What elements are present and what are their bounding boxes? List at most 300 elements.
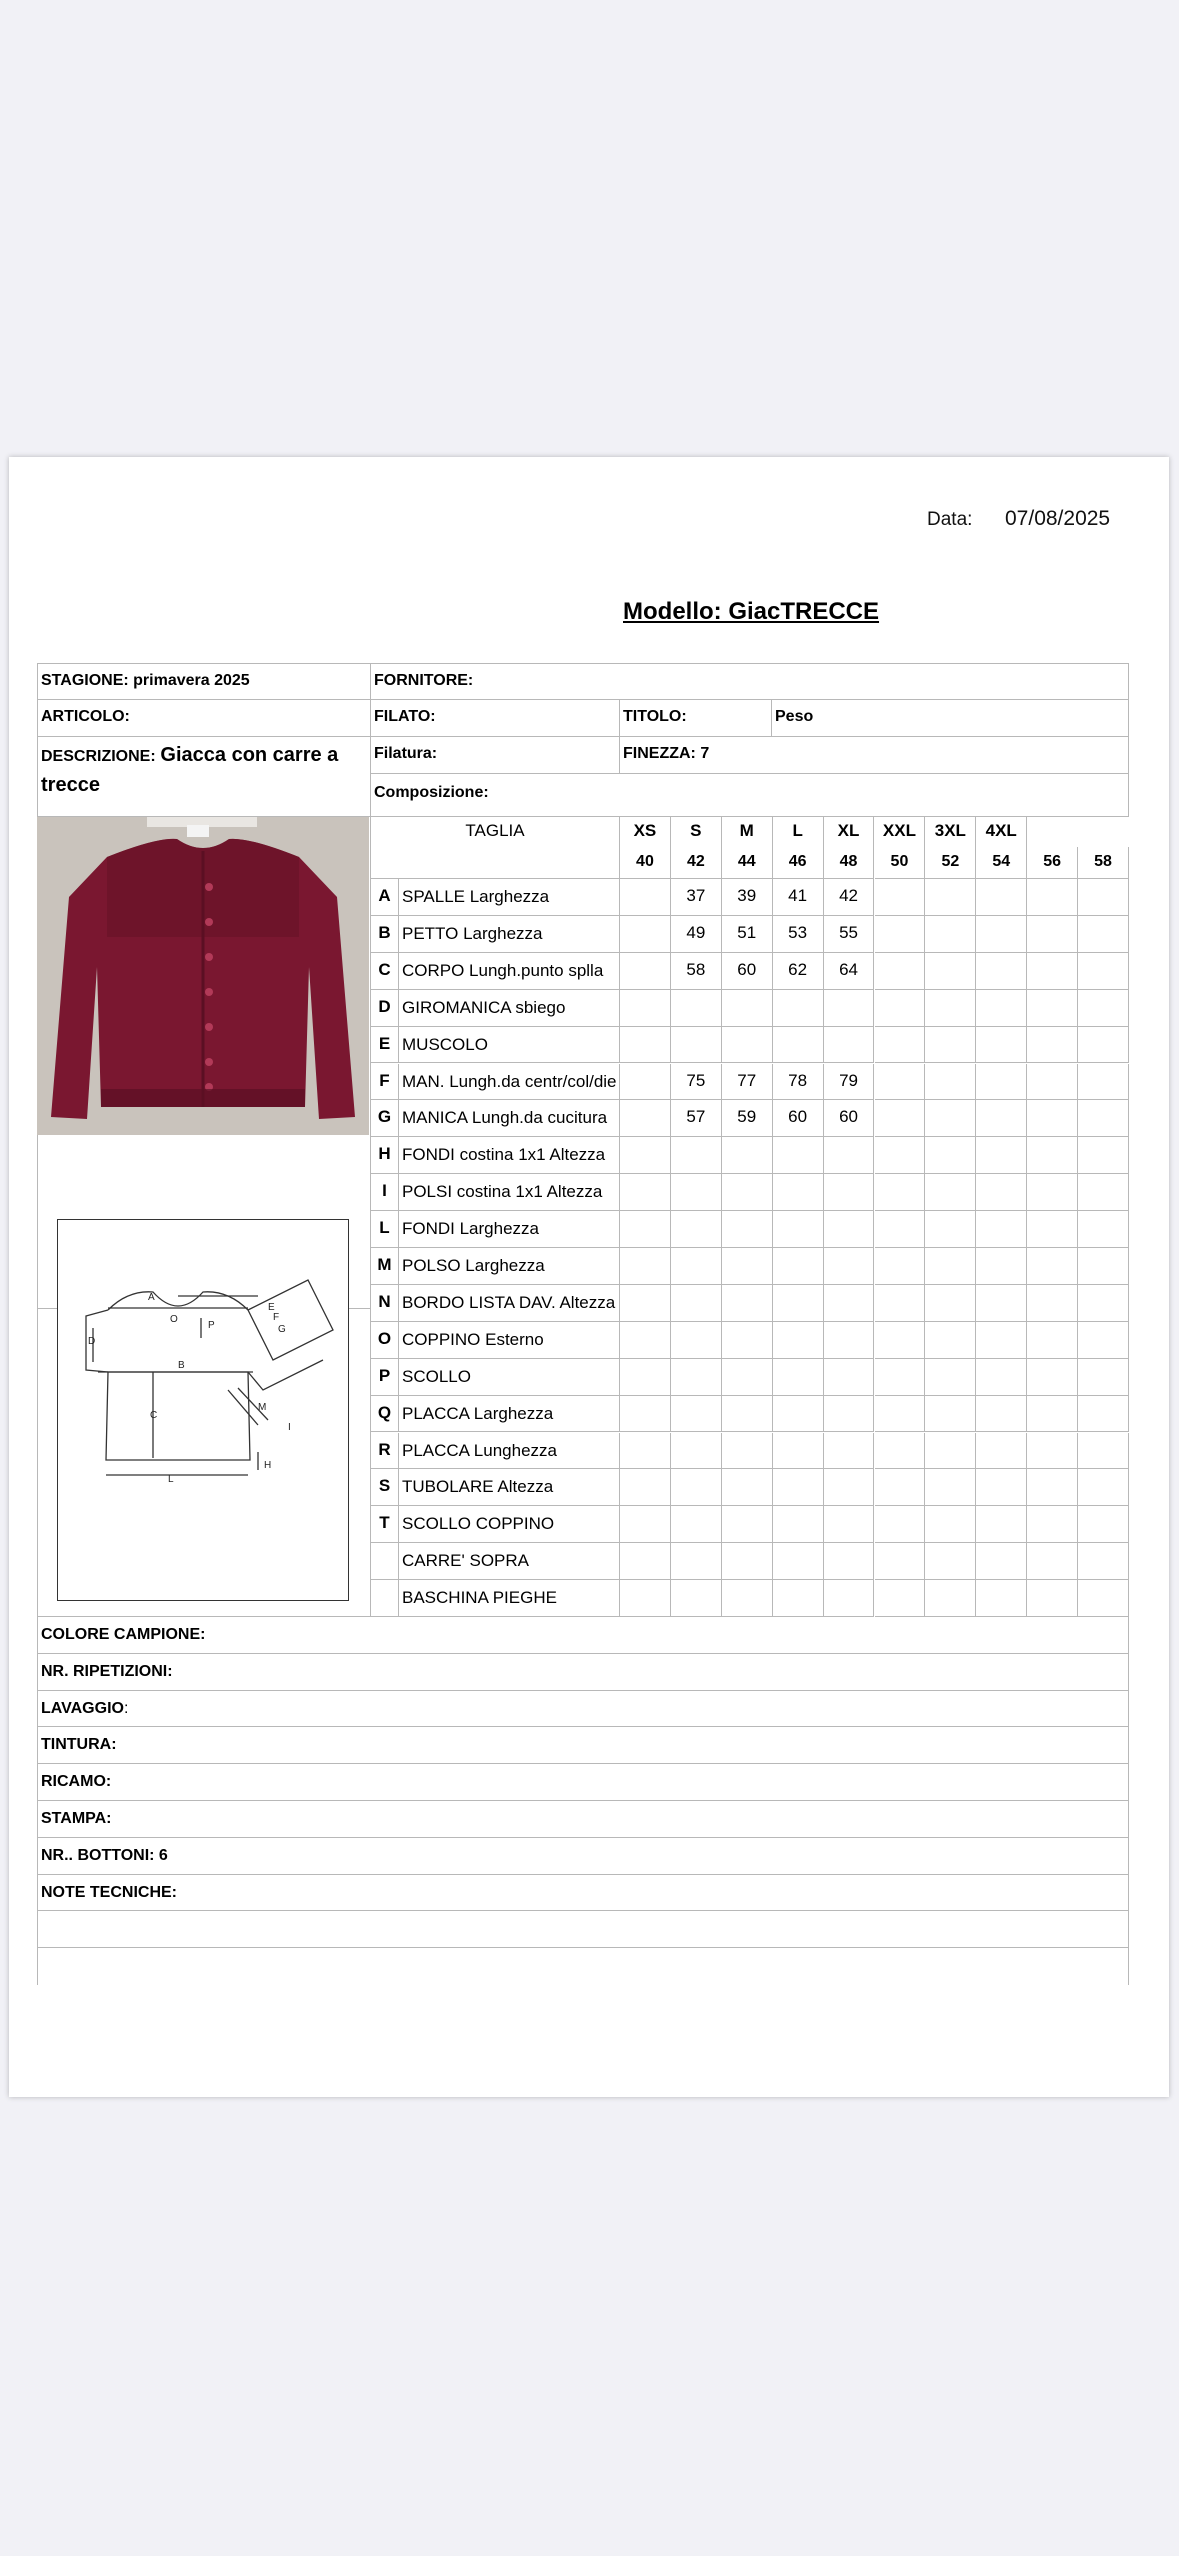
measure-value [671,1174,722,1211]
sweater-button [205,918,213,926]
sweater-button [205,1058,213,1066]
measure-value [875,916,926,953]
measure-value: 60 [773,1100,824,1137]
measure-value [976,1396,1027,1433]
measure-label: MAN. Lungh.da centr/col/die [399,1064,620,1101]
measure-value [1078,1359,1129,1396]
measure-value [875,1469,926,1506]
measure-value [671,1211,722,1248]
measure-value [773,1506,824,1543]
measure-value: 53 [773,916,824,953]
size-letter-3XL: 3XL [925,817,976,847]
measure-value [722,1137,773,1174]
size-number-52: 52 [925,847,976,879]
size-letter-4XL: 4XL [976,817,1027,847]
measure-value [671,1322,722,1359]
garment-schema-icon [58,1220,348,1600]
measure-value [722,1543,773,1580]
measure-value [1078,1137,1129,1174]
measure-value [722,1580,773,1617]
measure-value [620,1137,671,1174]
measure-value [773,1322,824,1359]
measure-value [925,1137,976,1174]
cardigan-photo-icon [37,817,369,1135]
measure-value [925,1322,976,1359]
titolo-cell: TITOLO: [620,700,772,737]
measure-value [875,1248,926,1285]
measure-value [1078,1248,1129,1285]
measure-value [773,1359,824,1396]
measure-label: PLACCA Larghezza [399,1396,620,1433]
measure-value [925,1506,976,1543]
measure-code: L [371,1211,399,1248]
measure-value [925,1100,976,1137]
measure-value [875,1543,926,1580]
measure-code: Q [371,1396,399,1433]
measure-value [925,1064,976,1101]
measure-value: 62 [773,953,824,990]
measure-value [925,1027,976,1064]
measure-label: MANICA Lungh.da cucitura [399,1100,620,1137]
measure-code: C [371,953,399,990]
size-number-44: 44 [722,847,773,879]
footer-row [37,1948,1129,1985]
measure-value [773,1543,824,1580]
measure-value [1027,1248,1078,1285]
schema-label-m: M [258,1402,267,1413]
measure-code: M [371,1248,399,1285]
fornitore-cell: FORNITORE: [371,663,1129,700]
measure-value [1078,990,1129,1027]
footer-row [37,1764,1129,1801]
footer-label: COLORE CAMPIONE: [41,1626,206,1643]
measure-value [773,1211,824,1248]
schema-label-o: O [170,1314,178,1325]
measure-label: POLSI costina 1x1 Altezza [399,1174,620,1211]
measure-value [875,1137,926,1174]
measure-value [722,1506,773,1543]
measure-value [620,1211,671,1248]
footer-row [37,1654,1129,1691]
size-letter-M: M [722,817,773,847]
measure-code: G [371,1100,399,1137]
footer-label: TINTURA: [41,1736,117,1754]
measure-value [671,1469,722,1506]
measure-value [1027,879,1078,916]
measure-value: 75 [671,1064,722,1101]
measure-value [925,1359,976,1396]
measure-value [773,990,824,1027]
measure-value [1078,916,1129,953]
measure-code: S [371,1469,399,1506]
measure-value [976,953,1027,990]
taglia-header: TAGLIA [371,817,620,879]
measure-value [824,1027,875,1064]
measure-value [925,879,976,916]
measure-value: 58 [671,953,722,990]
measure-value [773,1174,824,1211]
measure-code: O [371,1322,399,1359]
measure-value [925,953,976,990]
garment-photo [37,817,369,1135]
measure-value [976,1506,1027,1543]
spec-sheet-page [9,457,1169,2097]
measure-value [1078,1396,1129,1433]
measure-value: 39 [722,879,773,916]
sweater-button [205,953,213,961]
filatura-cell: Filatura: [371,737,620,774]
measure-value [976,1174,1027,1211]
size-letter-S: S [671,817,722,847]
measure-value [620,1322,671,1359]
measure-value [976,1543,1027,1580]
measure-code: H [371,1137,399,1174]
measure-value [875,1100,926,1137]
measure-value: 57 [671,1100,722,1137]
measure-value [620,916,671,953]
measure-value [671,990,722,1027]
measure-value [976,1469,1027,1506]
measure-label: BORDO LISTA DAV. Altezza [399,1285,620,1322]
filato-cell: FILATO: [371,700,620,737]
measure-value [1027,1322,1078,1359]
measure-value [875,1433,926,1470]
sweater-button [205,883,213,891]
measure-value [875,1027,926,1064]
schema-label-g: G [278,1324,286,1335]
size-number-42: 42 [671,847,722,879]
size-number-56: 56 [1027,847,1078,879]
measure-value [1027,1580,1078,1617]
schema-label-h: H [264,1460,272,1471]
sweater-button [205,1023,213,1031]
measure-value [976,879,1027,916]
measure-value: 79 [824,1064,875,1101]
size-letter-L: L [773,817,824,847]
footer-row [37,1691,1129,1728]
measure-value [925,1543,976,1580]
size-number-46: 46 [773,847,824,879]
measure-value [976,1580,1027,1617]
measure-value [925,1580,976,1617]
measure-value [1027,1506,1078,1543]
measure-value [824,1137,875,1174]
measure-value [976,916,1027,953]
measure-value [1027,1174,1078,1211]
footer-row [37,1911,1129,1948]
measure-label: FONDI costina 1x1 Altezza [399,1137,620,1174]
measure-label: CARRE' SOPRA [399,1543,620,1580]
measure-label: COPPINO Esterno [399,1322,620,1359]
size-letter-XL: XL [824,817,875,847]
measure-value [671,1543,722,1580]
measure-value: 77 [722,1064,773,1101]
measure-value [1078,1211,1129,1248]
measure-value [824,1248,875,1285]
measure-value [976,1211,1027,1248]
schema-label-e: E [268,1302,275,1313]
measure-value [925,1211,976,1248]
measure-value: 37 [671,879,722,916]
measure-value [1027,1027,1078,1064]
measure-value [976,990,1027,1027]
size-number-54: 54 [976,847,1027,879]
measure-label: SPALLE Larghezza [399,879,620,916]
measure-value [620,1506,671,1543]
measure-value [773,1469,824,1506]
measure-value: 55 [824,916,875,953]
measure-value [875,990,926,1027]
measure-value [875,1506,926,1543]
measure-code: B [371,916,399,953]
footer-label: NR. RIPETIZIONI: [41,1662,173,1680]
measure-label: SCOLLO COPPINO [399,1506,620,1543]
footer-row [37,1801,1129,1838]
measure-value [1027,1433,1078,1470]
measure-label: BASCHINA PIEGHE [399,1580,620,1617]
measure-value [1027,1211,1078,1248]
date-label: Data: [927,509,973,530]
measure-code: F [371,1064,399,1101]
measure-code: I [371,1174,399,1211]
sweater-button [205,988,213,996]
measure-value [620,1248,671,1285]
measure-value [773,1137,824,1174]
measure-value [1078,1469,1129,1506]
measure-value [1027,953,1078,990]
measure-value: 60 [824,1100,875,1137]
descrizione-value-2: trecce [41,774,100,796]
measure-value [875,1211,926,1248]
measure-value [925,916,976,953]
schema-label-p: P [208,1320,215,1331]
measure-value [620,1285,671,1322]
footer-suffix: : [123,1699,129,1717]
measure-value [824,1433,875,1470]
measure-value: 59 [722,1100,773,1137]
measure-label: SCOLLO [399,1359,620,1396]
size-number-58: 58 [1078,847,1129,879]
descrizione-label: DESCRIZIONE: [41,748,156,765]
descrizione-cell [37,737,371,817]
measure-value [1027,1100,1078,1137]
measure-value [1078,1027,1129,1064]
measure-label: TUBOLARE Altezza [399,1469,620,1506]
articolo-cell: ARTICOLO: [37,700,371,737]
measure-value [824,1322,875,1359]
measure-value [620,1064,671,1101]
measure-value [875,1359,926,1396]
measure-value: 41 [773,879,824,916]
measure-code: A [371,879,399,916]
footer-label: RICAMO: [41,1773,112,1791]
size-number-40: 40 [620,847,671,879]
descrizione-value: Giacca con carre a [160,744,339,766]
measure-value: 42 [824,879,875,916]
measure-code [371,1580,399,1617]
measure-value: 78 [773,1064,824,1101]
measure-value [875,1580,926,1617]
measure-value [925,990,976,1027]
measure-value [671,1506,722,1543]
measure-value [1078,1580,1129,1617]
date-value: 07/08/2025 [1005,507,1111,530]
measure-value [671,1285,722,1322]
measure-value [976,1027,1027,1064]
measure-value [875,1322,926,1359]
measure-label: PLACCA Lunghezza [399,1433,620,1470]
measure-value [671,1359,722,1396]
measure-value [722,1322,773,1359]
measure-value [1027,1064,1078,1101]
measure-value [620,1543,671,1580]
size-number-48: 48 [824,847,875,879]
schema-label-c: C [150,1410,158,1421]
composizione-cell: Composizione: [371,774,1129,817]
measure-value [925,1248,976,1285]
measure-value [620,1174,671,1211]
measure-value [773,1248,824,1285]
measure-value [824,1359,875,1396]
measure-value [773,1580,824,1617]
measure-value [671,1137,722,1174]
measure-value [671,1396,722,1433]
footer-label: LAVAGGIO [41,1699,124,1717]
measure-value [722,1433,773,1470]
measure-value [875,1064,926,1101]
measure-value [976,1064,1027,1101]
measure-value [976,1433,1027,1470]
measure-value [620,1580,671,1617]
measure-value: 49 [671,916,722,953]
measure-value [976,1248,1027,1285]
measure-value [620,953,671,990]
measure-code: N [371,1285,399,1322]
measure-value [1078,1174,1129,1211]
measure-value [824,1469,875,1506]
measure-value [722,1211,773,1248]
measure-value [671,1580,722,1617]
measure-value [824,1174,875,1211]
measure-value [925,1285,976,1322]
measure-value [824,1211,875,1248]
measure-value [976,1100,1027,1137]
measure-value [773,1433,824,1470]
schema-label-b: B [178,1360,185,1371]
measure-value [773,1396,824,1433]
measure-value [1078,1064,1129,1101]
measure-value [1078,1433,1129,1470]
measurement-diagram [57,1219,349,1601]
measure-value [1027,990,1078,1027]
stagione-cell: STAGIONE: primavera 2025 [37,663,371,700]
measure-value [722,1359,773,1396]
measure-value [976,1285,1027,1322]
measure-value [722,1027,773,1064]
measure-value [1027,1137,1078,1174]
measure-code: E [371,1027,399,1064]
measure-value [722,1285,773,1322]
measure-label: GIROMANICA sbiego [399,990,620,1027]
size-number-50: 50 [875,847,926,879]
measure-value [824,1506,875,1543]
measure-value [925,1174,976,1211]
measure-value [722,1174,773,1211]
measure-value [875,1285,926,1322]
size-letter-XXL: XXL [875,817,926,847]
measure-value [1027,1469,1078,1506]
measure-value [620,1469,671,1506]
measure-value [925,1396,976,1433]
footer-label: NOTE TECNICHE: [41,1883,177,1901]
finezza-cell: FINEZZA: 7 [620,737,1129,774]
peso-cell: Peso [772,700,1129,737]
measure-value [773,1027,824,1064]
footer-row [37,1727,1129,1764]
schema-label-d: D [88,1336,96,1347]
schema-label-i: I [288,1422,291,1433]
footer-label: STAMPA: [41,1810,112,1827]
measure-value [1078,1506,1129,1543]
measure-value [1078,1543,1129,1580]
measure-value [976,1322,1027,1359]
measure-label: CORPO Lungh.punto splla [399,953,620,990]
footer-label: NR.. BOTTONI: 6 [41,1846,168,1864]
measure-value [620,1027,671,1064]
measure-code: T [371,1506,399,1543]
measure-value [875,953,926,990]
measure-value [620,879,671,916]
measure-value [1078,1322,1129,1359]
measure-value [824,1285,875,1322]
measure-value [620,1433,671,1470]
measure-value: 60 [722,953,773,990]
measure-value [671,1248,722,1285]
measure-label: POLSO Larghezza [399,1248,620,1285]
measure-value [875,1396,926,1433]
measure-label: PETTO Larghezza [399,916,620,953]
measure-value [620,990,671,1027]
measure-value [925,1469,976,1506]
measure-label: MUSCOLO [399,1027,620,1064]
footer-row [37,1617,1129,1654]
measure-value [1078,953,1129,990]
measure-code: D [371,990,399,1027]
measure-value [1078,1100,1129,1137]
measure-value [875,879,926,916]
measure-value [1027,916,1078,953]
measure-value [671,1433,722,1470]
schema-label-l: L [168,1474,174,1485]
measure-value [620,1100,671,1137]
measure-value [875,1174,926,1211]
measure-value: 64 [824,953,875,990]
measure-value [824,1543,875,1580]
measure-value [824,990,875,1027]
measure-value [925,1433,976,1470]
measure-value [722,1396,773,1433]
model-title: Modello: GiacTRECCE [623,598,880,625]
schema-label-f: F [273,1312,280,1323]
footer-row [37,1838,1129,1875]
measure-value [1078,879,1129,916]
measure-value [722,1248,773,1285]
measure-label: FONDI Larghezza [399,1211,620,1248]
schema-label-a: A [148,1292,155,1303]
measure-value [773,1285,824,1322]
measure-value [1027,1359,1078,1396]
measure-value [1027,1285,1078,1322]
